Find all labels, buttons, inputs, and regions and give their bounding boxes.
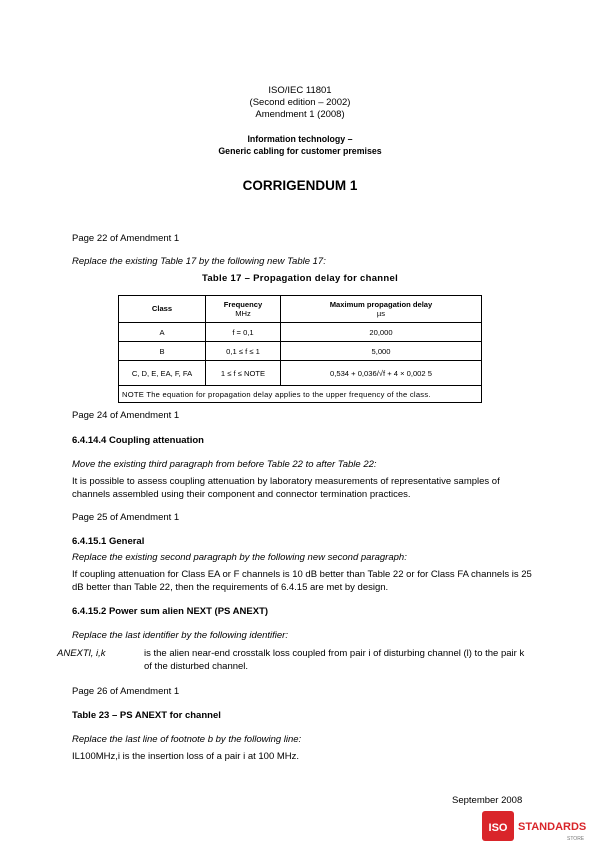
cell-frequency: 0,1 ≤ f ≤ 1 — [206, 342, 281, 361]
identifier-definition: is the alien near-end crosstalk loss coupled from pair i of disturbing channel (l) to the pair k of the disturbed channel. — [144, 648, 525, 672]
instruction-move-paragraph: Move the existing third paragraph from before Table 22 to after Table 22: — [72, 459, 377, 470]
amendment: Amendment 1 (2008) — [255, 109, 345, 120]
heading-6-4-14-4: 6.4.14.4 Coupling attenuation — [72, 435, 204, 446]
logo-graphic — [482, 811, 592, 843]
svg-text:STORE: STORE — [567, 836, 585, 842]
col-delay: Maximum propagation delay µs — [281, 296, 482, 323]
cell-class: A — [119, 323, 206, 342]
col-class: Class — [119, 296, 206, 323]
instruction-table17: Replace the existing Table 17 by the following new Table 17: — [72, 256, 326, 267]
table17-title: Table 17 – Propagation delay for channel — [201, 273, 399, 284]
cell-delay: 20,000 — [281, 323, 482, 342]
cell-class: B — [119, 342, 206, 361]
page-ref-22: Page 22 of Amendment 1 — [72, 233, 180, 244]
page-ref-25: Page 25 of Amendment 1 — [72, 512, 180, 523]
doc-title-line2: Generic cabling for customer premises — [218, 146, 382, 156]
cell-delay: 0,534 + 0,036/√f + 4 × 0,002 5 — [281, 361, 482, 386]
insertion-loss-line: IL100MHz,i is the insertion loss of a pair i at 100 MHz. — [72, 751, 300, 762]
edition: (Second edition – 2002) — [249, 97, 351, 108]
cell-delay: 5,000 — [281, 342, 482, 361]
table17 — [118, 295, 482, 403]
instruction-replace-identifier: Replace the last identifier by the following identifier: — [72, 630, 288, 641]
heading-6-4-15-1: 6.4.15.1 General — [72, 536, 145, 547]
corrigendum-title: CORRIGENDUM 1 — [242, 178, 358, 193]
table-row — [119, 361, 482, 386]
cell-class: C, D, E, EA, F, FA — [119, 361, 206, 386]
doc-title-line1: Information technology – — [247, 134, 353, 144]
svg-text:STANDARDS: STANDARDS — [518, 821, 587, 833]
table-note: NOTE The equation for propagation delay applies to the upper frequency of the class. — [119, 386, 482, 403]
instruction-replace-paragraph: Replace the existing second paragraph by the following new second paragraph: — [72, 552, 407, 563]
cell-frequency: f = 0,1 — [206, 323, 281, 342]
general-paragraph: If coupling attenuation for Class EA or F channels is 10 dB better than Table 22 or for Class FA channels is 25 dB better than Table 22, then the requirements of 6.4.15 are met by design. — [72, 569, 532, 593]
table-row — [119, 342, 482, 361]
instruction-footnote: Replace the last line of footnote b by the following line: — [72, 734, 302, 745]
cell-frequency: 1 ≤ f ≤ NOTE — [206, 361, 281, 386]
publication-date: September 2008 — [452, 795, 523, 806]
iso-standards-store-logo — [482, 811, 592, 843]
svg-text:ISO: ISO — [488, 822, 508, 834]
coupling-paragraph: It is possible to assess coupling attenuation by laboratory measurements of representative samples of channels assembled using their component and connector termination practices. — [72, 476, 500, 500]
standard-number: ISO/IEC 11801 — [268, 85, 332, 96]
page-ref-26: Page 26 of Amendment 1 — [72, 686, 180, 697]
identifier-term: ANEXTl, i,k — [57, 648, 106, 659]
col-frequency: Frequency MHz — [206, 296, 281, 323]
table-row — [119, 323, 482, 342]
heading-6-4-15-2: 6.4.15.2 Power sum alien NEXT (PS ANEXT) — [72, 606, 269, 617]
page-ref-24: Page 24 of Amendment 1 — [72, 410, 180, 421]
heading-table23: Table 23 – PS ANEXT for channel — [72, 710, 221, 721]
